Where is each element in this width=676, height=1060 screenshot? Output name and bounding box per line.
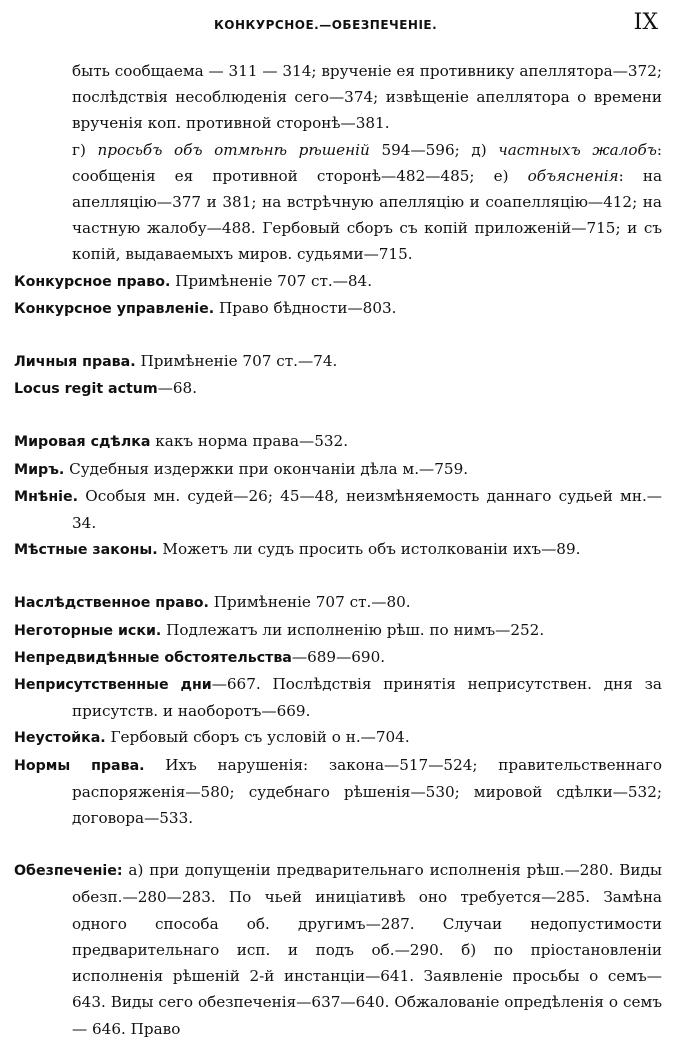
entry-text: Особыя мн. судей—26; 45—48, неизмѣняемость даннаго судьей мн.—34. [72,486,662,533]
section-gap [14,831,662,857]
section-gap [14,402,662,428]
entry-text: —689—690. [291,647,386,666]
entry-text: Примѣненіе 707 ст.—84. [170,271,373,290]
entry-text: Подлежатъ ли исполненію рѣш. по нимъ—252. [161,620,545,639]
entry-neprisutstvennye-dni [14,671,662,724]
entry-text: : на апелляцію—377 и 381; на встрѣчную апелляцію и соапелляцію—412; на частную жалобу—488. Гербовый сборъ съ копій приложеній—715; и съ копій, выдаваемыхъ миров. судьями—715. [72,166,662,264]
entry-text: Право бѣдности—803. [214,298,397,317]
page-header [14,10,662,38]
entry-text: Ихъ нарушенія: закона—517—524; правительственнаго распоряженія—580; судебнаго рѣшенія—530; мировой сдѣлки—532; договора—533. [72,755,662,828]
running-head: КОНКУРСНОЕ.—ОБЕЗПЕЧЕНІЕ. [214,18,438,32]
entry-heading: Наслѣдственное право. [14,595,209,612]
entry-text: Примѣненіе 707 ст.—80. [208,593,411,612]
entry-heading: Неустойка. [14,730,106,747]
entry-text: : сообщенія ея противной сторонѣ—482—485; е) [72,140,663,185]
entry-text: 594—596; д) [369,140,499,159]
entry-nepredvidennye-obstoyatelstva [14,644,662,671]
entry-mestnye-zakony [14,536,662,563]
entry-mirovaya-sdelka [14,428,662,455]
entry-heading: Locus regit actum [14,381,158,398]
section-gap [14,322,662,348]
entry-heading: Непредвидѣнные обстоятельства [14,649,292,666]
entry-text: г) [72,140,98,159]
entry-heading: Неготорные иски. [14,622,162,639]
entry-mir [14,456,662,483]
entry-nasledstvennoe-pravo [14,589,662,616]
section-gap [14,563,662,589]
entry-heading: Конкурсное управленіе. [14,300,215,317]
entry-text: Гербовый сборъ съ условій о н.—704. [105,728,410,747]
continued-entry-part-2 [14,137,662,268]
entry-heading: Конкурсное право. [14,273,171,290]
entry-heading: Личныя права. [14,354,136,371]
entry-konkursnoe-pravo [14,268,662,295]
entry-heading: Неприсутственные дни [14,677,212,694]
entry-lichnye-prava [14,348,662,375]
index-body [14,58,662,1042]
entry-locus-regit-actum [14,375,662,402]
entry-heading: Нормы права. [14,757,145,774]
page-number: IX [633,10,658,35]
entry-italic-term: объясненія [527,166,619,185]
entry-heading: Мнѣніе. [14,488,79,505]
entry-text: Судебныя издержки при окончаніи дѣла м.—759. [64,459,469,478]
entry-obespechenie [14,857,662,1041]
entry-heading: Миръ. [14,461,65,478]
entry-mnenie [14,483,662,536]
entry-heading: Мировая сдѣлка [14,434,151,451]
entry-heading: Обезпеченіе: [14,863,123,880]
entry-text: быть сообщаема — 311 — 314; врученіе ея противнику апеллятора—372; послѣдствія несоблюденія сего—374; извѣщеніе апеллятора о времени врученія коп. противной сторонѣ—381. [72,62,662,133]
continued-entry-part-1 [14,58,662,137]
entry-heading: Мѣстные законы. [14,542,158,559]
entry-normy-prava [14,752,662,832]
entry-text: а) при допущеніи предварительнаго исполненія рѣш.—280. Виды обезп.—280—283. По чьей иниціативѣ оно требуется—285. Замѣна одного способа об. другимъ—287. Случаи недопустимости предварительнаго исп. и подъ об.—290. б) по пріостановленіи исполненія рѣшеній 2-й инстанціи—641. Заявленіе просьбы о семъ—643. Виды сего обезпеченія—637—640. Обжалованіе опредѣленія о семъ — 646. Право [72,861,662,1038]
entry-negotornye-iski [14,617,662,644]
entry-text: Примѣненіе 707 ст.—74. [135,352,338,371]
entry-text: —68. [157,379,198,398]
entry-neustoyka [14,724,662,751]
entry-text: какъ норма права—532. [150,432,349,451]
entry-text: Можетъ ли судъ просить объ истолкованіи ихъ—89. [157,540,581,559]
entry-italic-term: просьбъ объ отмѣнѣ рѣшеній [97,140,370,159]
entry-text: —667. Послѣдствія принятія неприсутствен. дня за присутств. и наоборотъ—669. [72,675,662,721]
entry-italic-term: частныхъ жалобъ [498,140,657,159]
entry-konkursnoe-upravlenie [14,295,662,322]
